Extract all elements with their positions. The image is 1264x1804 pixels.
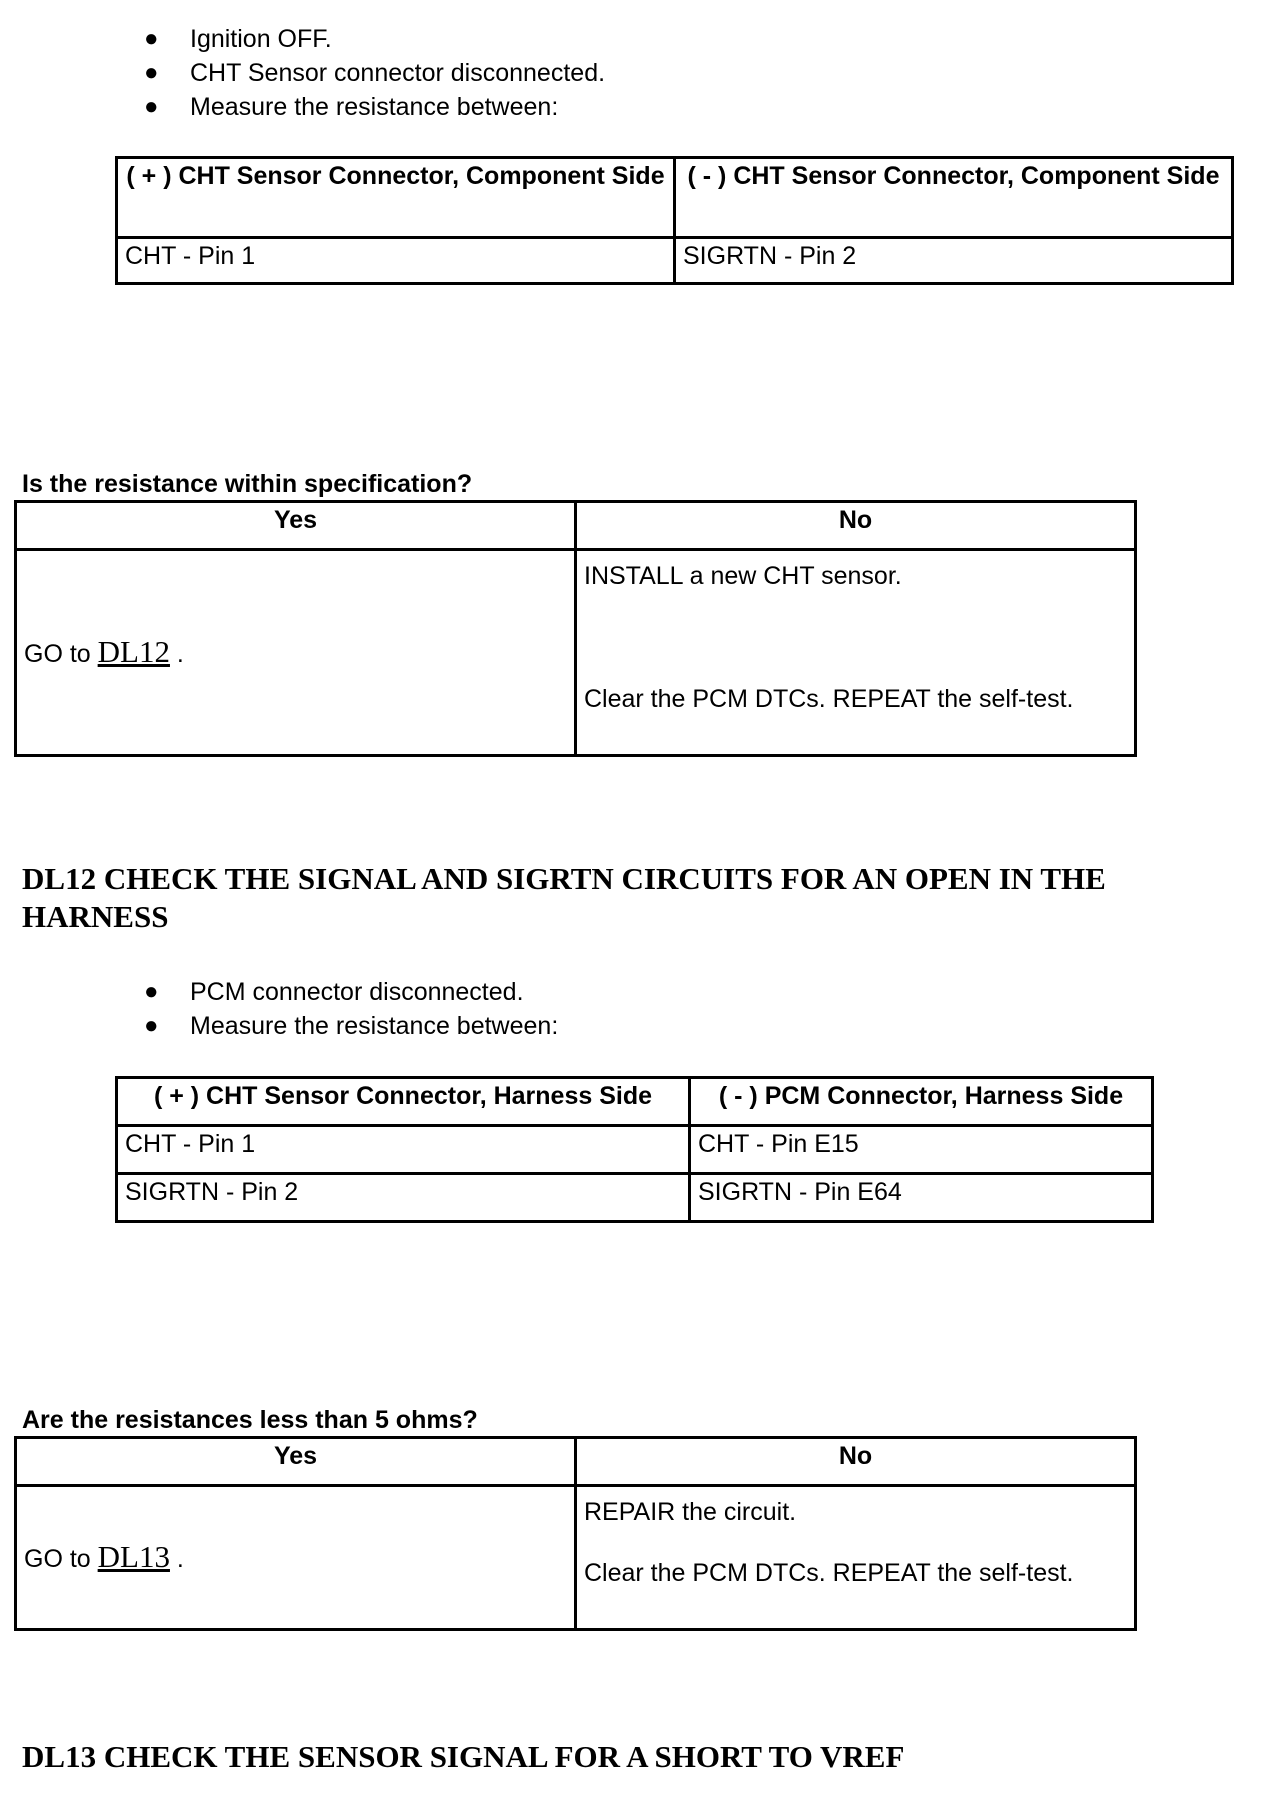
measurement-table-harness	[115, 1076, 1154, 1223]
bullet-icon: ●	[144, 93, 159, 120]
list-item: ● PCM connector disconnected.	[190, 975, 558, 1009]
measurement-table-component	[115, 156, 1234, 285]
table-row	[117, 1174, 1153, 1222]
table-cell: SIGRTN - Pin 2	[675, 238, 1233, 284]
list-item: ● Measure the resistance between:	[190, 1009, 558, 1043]
yes-cell: GO to DL12 .	[16, 550, 576, 756]
bullet-icon: ●	[144, 59, 159, 86]
yes-cell: GO to DL13 .	[16, 1486, 576, 1630]
question-1: Is the resistance within specification?	[22, 470, 473, 498]
table-header: ( - ) CHT Sensor Connector, Component Side	[675, 158, 1233, 238]
section-heading-dl13: DL13 CHECK THE SENSOR SIGNAL FOR A SHORT TO VREF	[22, 1739, 905, 1774]
table-header: ( + ) CHT Sensor Connector, Harness Side	[117, 1078, 690, 1126]
decision-table-2	[14, 1436, 1137, 1631]
table-row	[117, 1126, 1153, 1174]
bullet-icon: ●	[144, 1012, 159, 1039]
dl12-link[interactable]: DL12	[97, 633, 170, 669]
decision-table-1	[14, 500, 1137, 757]
list-item: ● Measure the resistance between:	[190, 90, 605, 124]
bullet-icon: ●	[144, 25, 159, 52]
table-cell: SIGRTN - Pin 2	[117, 1174, 690, 1222]
table-cell: SIGRTN - Pin E64	[690, 1174, 1153, 1222]
bullet-icon: ●	[144, 978, 159, 1005]
question-2: Are the resistances less than 5 ohms?	[22, 1406, 478, 1434]
table-header: ( - ) PCM Connector, Harness Side	[690, 1078, 1153, 1126]
table-header: ( + ) CHT Sensor Connector, Component Side	[117, 158, 675, 238]
list-item: ● Ignition OFF.	[190, 22, 605, 56]
bullet-list-1	[144, 22, 606, 124]
dl13-link[interactable]: DL13	[97, 1538, 170, 1574]
bullet-list-2	[144, 975, 559, 1043]
no-header: No	[576, 502, 1136, 550]
table-cell: CHT - Pin 1	[117, 1126, 690, 1174]
no-header: No	[576, 1438, 1136, 1486]
section-heading-dl12: DL12 CHECK THE SIGNAL AND SIGRTN CIRCUITS FOR AN OPEN IN THE HARNESS	[22, 861, 1106, 934]
list-item: ● CHT Sensor connector disconnected.	[190, 56, 605, 90]
yes-header: Yes	[16, 502, 576, 550]
no-cell: REPAIR the circuit. Clear the PCM DTCs. REPEAT the self-test.	[576, 1486, 1136, 1630]
table-cell: CHT - Pin 1	[117, 238, 675, 284]
yes-header: Yes	[16, 1438, 576, 1486]
table-cell: CHT - Pin E15	[690, 1126, 1153, 1174]
no-cell: INSTALL a new CHT sensor. Clear the PCM DTCs. REPEAT the self-test.	[576, 550, 1136, 756]
table-row	[117, 238, 1233, 284]
